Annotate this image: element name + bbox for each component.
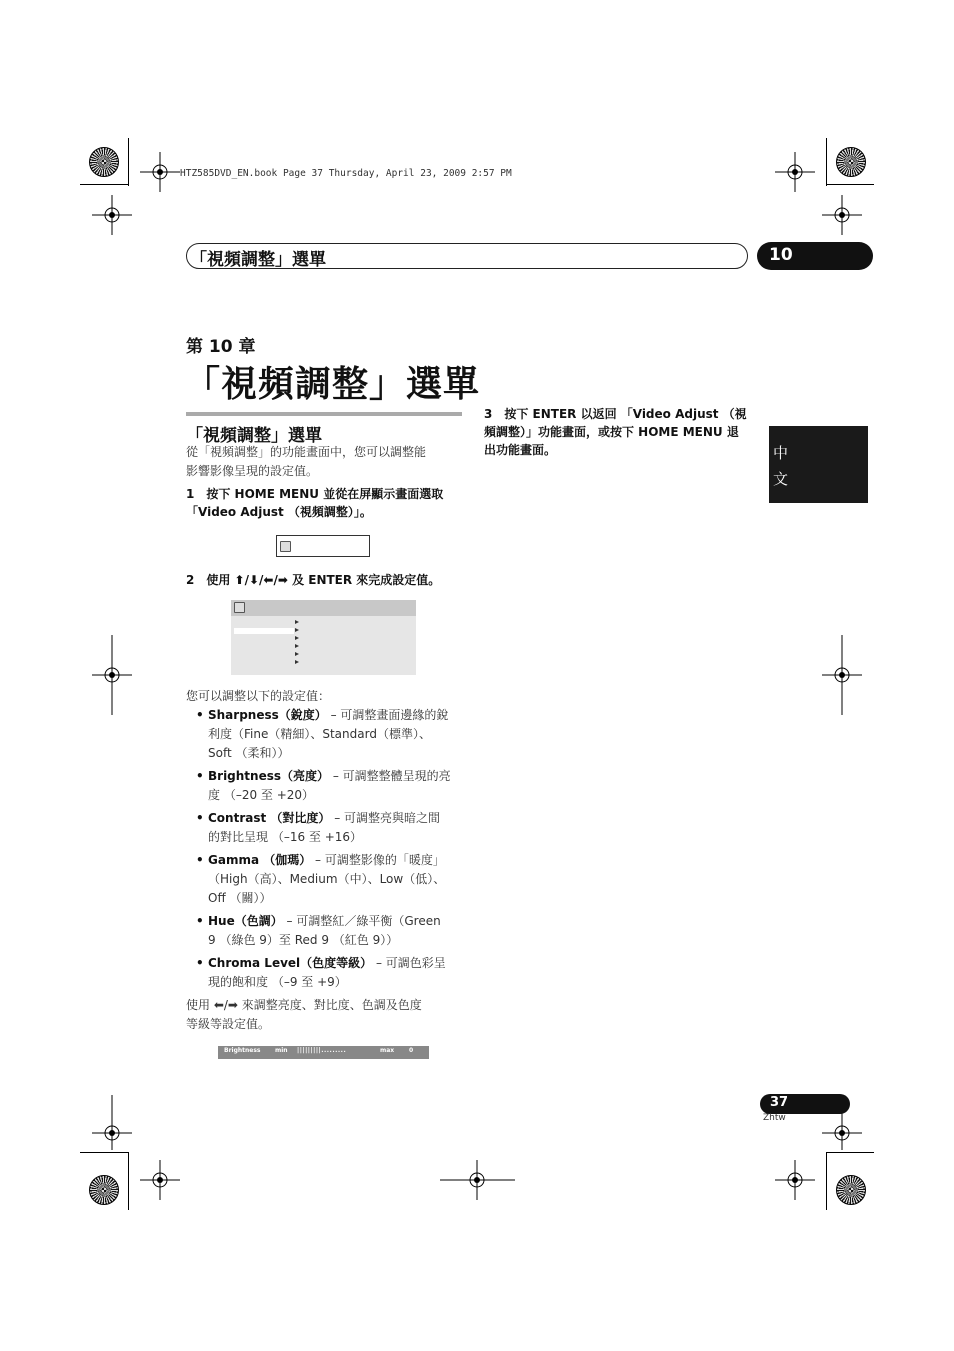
brightness-value: 0 [409, 1047, 414, 1054]
closing-line: 等級等設定值。 [186, 1017, 271, 1031]
language-code: Zhtw [763, 1113, 786, 1123]
selected-menu-item [234, 628, 294, 634]
arrow-right-icon [295, 628, 299, 632]
home-menu-screen [276, 535, 370, 557]
side-tab-char: 文 [773, 470, 789, 488]
brightness-label: Brightness [224, 1047, 261, 1054]
closing-line: 使用 ⬅/➡ 來調整亮度、對比度、色調及色度 [186, 998, 422, 1012]
list-item: • Chroma Level（色度等級） – 可調色彩呈 現的飽和度 （–9 至 +9） [196, 956, 446, 989]
list-item: • Gamma （伽瑪） – 可調整影像的「暖度」 （High（高）、Medium（中）、Low（低）、 Off （關）） [196, 853, 446, 905]
arrow-right-icon [295, 620, 299, 624]
page-number: 37 [770, 1095, 789, 1110]
chapter-number: 10 [769, 245, 793, 265]
settings-list [186, 706, 466, 996]
chapter-title: 「視頻調整」選單 [184, 364, 481, 405]
page-number-pill [760, 1094, 850, 1114]
chapter-number-pill [757, 242, 873, 270]
step-3-line: 頻調整）」功能畫面，或按下 HOME MENU 退 [484, 425, 739, 439]
side-tab-char: 中 [773, 444, 789, 462]
step-3-line: 3 按下 ENTER 以返回 「Video Adjust （視 [484, 407, 747, 421]
list-item: • Hue（色調） – 可調整紅／綠平衡（Green 9 （綠色 9）至 Red 9 （紅色 9）） [196, 914, 441, 947]
book-info-line: HTZ585DVD_EN.book Page 37 Thursday, April 23, 2009 2:57 PM [180, 168, 512, 179]
brightness-ticks: |||||||||......... [297, 1047, 347, 1054]
header-title: 「視頻調整」選單 [190, 250, 326, 270]
step-1 [186, 485, 443, 521]
arrow-right-icon [295, 652, 299, 656]
step-1-line: 「Video Adjust （視頻調整）」。 [186, 505, 372, 519]
step-1-line: 1 按下 HOME MENU 並從在屏顯示畫面選取 [186, 487, 444, 501]
intro-line: 從「視頻調整」的功能畫面中，您可以調整能 [186, 445, 427, 459]
chapter-label: 第 10 章 [186, 337, 256, 357]
screen-title-bar [231, 600, 416, 616]
intro-line: 影響影像呈現的設定值。 [186, 464, 319, 478]
arrow-right-icon [295, 660, 299, 664]
arrow-right-icon [295, 644, 299, 648]
closing-text [186, 996, 422, 1034]
brightness-slider-screen [218, 1046, 429, 1059]
arrow-right-icon [295, 636, 299, 640]
brightness-max: max [380, 1047, 395, 1054]
section-intro [186, 443, 426, 481]
step-2: 2 使用 ⬆/⬇/⬅/➡ 及 ENTER 來完成設定值。 [186, 573, 441, 587]
step-3 [484, 405, 760, 459]
video-adjust-screen [231, 600, 416, 675]
section-rule [186, 412, 462, 416]
section-title: 「視頻調整」選單 [186, 426, 322, 446]
language-side-tab [769, 426, 868, 503]
video-adjust-icon [280, 541, 291, 552]
brightness-min: min [275, 1047, 288, 1054]
video-adjust-icon [234, 602, 245, 613]
list-item: • Sharpness（銳度） – 可調整畫面邊緣的銳 利度（Fine（精細）、Standard（標準）、 Soft （柔和）） [196, 708, 449, 760]
list-item: • Contrast （對比度） – 可調整亮與暗之間 的對比呈現 （–16 至 +16） [196, 811, 441, 844]
adjust-intro: 您可以調整以下的設定值： [186, 689, 331, 703]
crosshair-icon [92, 1095, 132, 1150]
list-item: • Brightness（亮度） – 可調整整體呈現的亮 度 （–20 至 +20） [196, 769, 451, 802]
step-3-line: 出功能畫面。 [484, 443, 557, 457]
